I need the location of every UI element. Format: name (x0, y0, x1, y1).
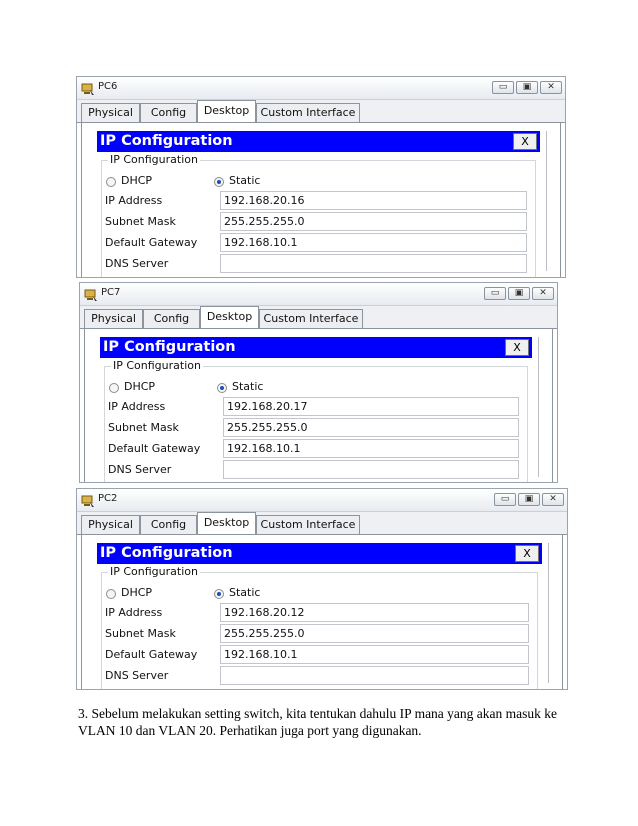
dhcp-label: DHCP (121, 586, 153, 599)
default-gateway-label: Default Gateway (108, 442, 201, 455)
subnet-mask-input[interactable]: 255.255.255.0 (223, 418, 519, 437)
tab-config[interactable]: Config (143, 309, 200, 328)
dhcp-radio[interactable] (106, 177, 116, 187)
ip-config-header (97, 131, 540, 152)
dns-server-label: DNS Server (105, 669, 169, 682)
ip-config-close-button[interactable]: X (505, 339, 529, 356)
ip-config-header (100, 337, 532, 358)
ip-config-title: IP Configuration (100, 133, 233, 149)
dns-server-input[interactable] (220, 666, 529, 685)
pc-window (76, 488, 568, 690)
dns-server-input[interactable] (220, 254, 527, 273)
close-window-button[interactable]: ✕ (540, 81, 562, 94)
dhcp-radio[interactable] (106, 589, 116, 599)
ip-address-input[interactable]: 192.168.20.12 (220, 603, 529, 622)
content-right-border (560, 123, 561, 277)
desktop-content (77, 122, 565, 277)
tab-custom-interface[interactable]: Custom Interface (256, 103, 360, 122)
ip-config-title: IP Configuration (103, 339, 236, 355)
group-label: IP Configuration (110, 565, 198, 578)
static-radio[interactable] (214, 589, 224, 599)
desktop-content (77, 534, 567, 689)
tab-desktop[interactable]: Desktop (197, 512, 256, 535)
title-bar[interactable] (77, 489, 567, 512)
ip-address-input[interactable]: 192.168.20.16 (220, 191, 527, 210)
window-title: PC2 (98, 493, 118, 504)
tab-config[interactable]: Config (140, 515, 197, 534)
minimize-button[interactable]: ▭ (494, 493, 516, 506)
static-radio[interactable] (214, 177, 224, 187)
maximize-button[interactable]: ▣ (508, 287, 530, 300)
minimize-button[interactable]: ▭ (484, 287, 506, 300)
ip-config-close-button[interactable]: X (515, 545, 539, 562)
ip-config-header (97, 543, 542, 564)
ip-address-input[interactable]: 192.168.20.17 (223, 397, 519, 416)
maximize-button[interactable]: ▣ (518, 493, 540, 506)
dns-server-input[interactable] (223, 460, 519, 479)
static-label: Static (232, 380, 264, 393)
default-gateway-label: Default Gateway (105, 236, 198, 249)
dhcp-label: DHCP (121, 174, 153, 187)
content-right-border (552, 329, 553, 482)
minimize-button[interactable]: ▭ (492, 81, 514, 94)
subnet-mask-label: Subnet Mask (108, 421, 179, 434)
static-label: Static (229, 586, 261, 599)
tab-desktop[interactable]: Desktop (197, 100, 256, 123)
default-gateway-input[interactable]: 192.168.10.1 (220, 233, 527, 252)
title-bar[interactable] (77, 77, 565, 100)
default-gateway-input[interactable]: 192.168.10.1 (223, 439, 519, 458)
pc-app-icon (81, 493, 95, 506)
window-title: PC6 (98, 81, 118, 92)
group-label: IP Configuration (113, 359, 201, 372)
maximize-button[interactable]: ▣ (516, 81, 538, 94)
tab-desktop[interactable]: Desktop (200, 306, 259, 329)
tab-physical[interactable]: Physical (81, 103, 140, 122)
dhcp-label: DHCP (124, 380, 156, 393)
content-left-border (84, 329, 85, 482)
tab-custom-interface[interactable]: Custom Interface (256, 515, 360, 534)
pc-window (79, 282, 558, 483)
subnet-mask-input[interactable]: 255.255.255.0 (220, 624, 529, 643)
tab-physical[interactable]: Physical (84, 309, 143, 328)
tab-config[interactable]: Config (140, 103, 197, 122)
pc-app-icon (84, 287, 98, 300)
right-panel-edge (546, 131, 547, 271)
default-gateway-input[interactable]: 192.168.10.1 (220, 645, 529, 664)
subnet-mask-input[interactable]: 255.255.255.0 (220, 212, 527, 231)
content-left-border (81, 123, 82, 277)
pc-app-icon (81, 81, 95, 94)
pc-window (76, 76, 566, 278)
static-label: Static (229, 174, 261, 187)
right-panel-edge (548, 543, 549, 683)
tab-custom-interface[interactable]: Custom Interface (259, 309, 363, 328)
content-right-border (562, 535, 563, 689)
close-window-button[interactable]: ✕ (542, 493, 564, 506)
close-window-button[interactable]: ✕ (532, 287, 554, 300)
ip-address-label: IP Address (108, 400, 166, 413)
subnet-mask-label: Subnet Mask (105, 627, 176, 640)
default-gateway-label: Default Gateway (105, 648, 198, 661)
ip-config-title: IP Configuration (100, 545, 233, 561)
group-label: IP Configuration (110, 153, 198, 166)
desktop-content (80, 328, 557, 482)
ip-config-close-button[interactable]: X (513, 133, 537, 150)
title-bar[interactable] (80, 283, 557, 306)
ip-address-label: IP Address (105, 606, 163, 619)
instruction-paragraph: 3. Sebelum melakukan setting switch, kita tentukan dahulu IP mana yang akan masuk ke VLAN 10 dan VLAN 20. Perhatikan juga port yang digunakan. (78, 706, 558, 738)
dns-server-label: DNS Server (108, 463, 172, 476)
subnet-mask-label: Subnet Mask (105, 215, 176, 228)
right-panel-edge (538, 337, 539, 477)
tab-physical[interactable]: Physical (81, 515, 140, 534)
dhcp-radio[interactable] (109, 383, 119, 393)
static-radio[interactable] (217, 383, 227, 393)
window-title: PC7 (101, 287, 121, 298)
dns-server-label: DNS Server (105, 257, 169, 270)
ip-address-label: IP Address (105, 194, 163, 207)
content-left-border (81, 535, 82, 689)
